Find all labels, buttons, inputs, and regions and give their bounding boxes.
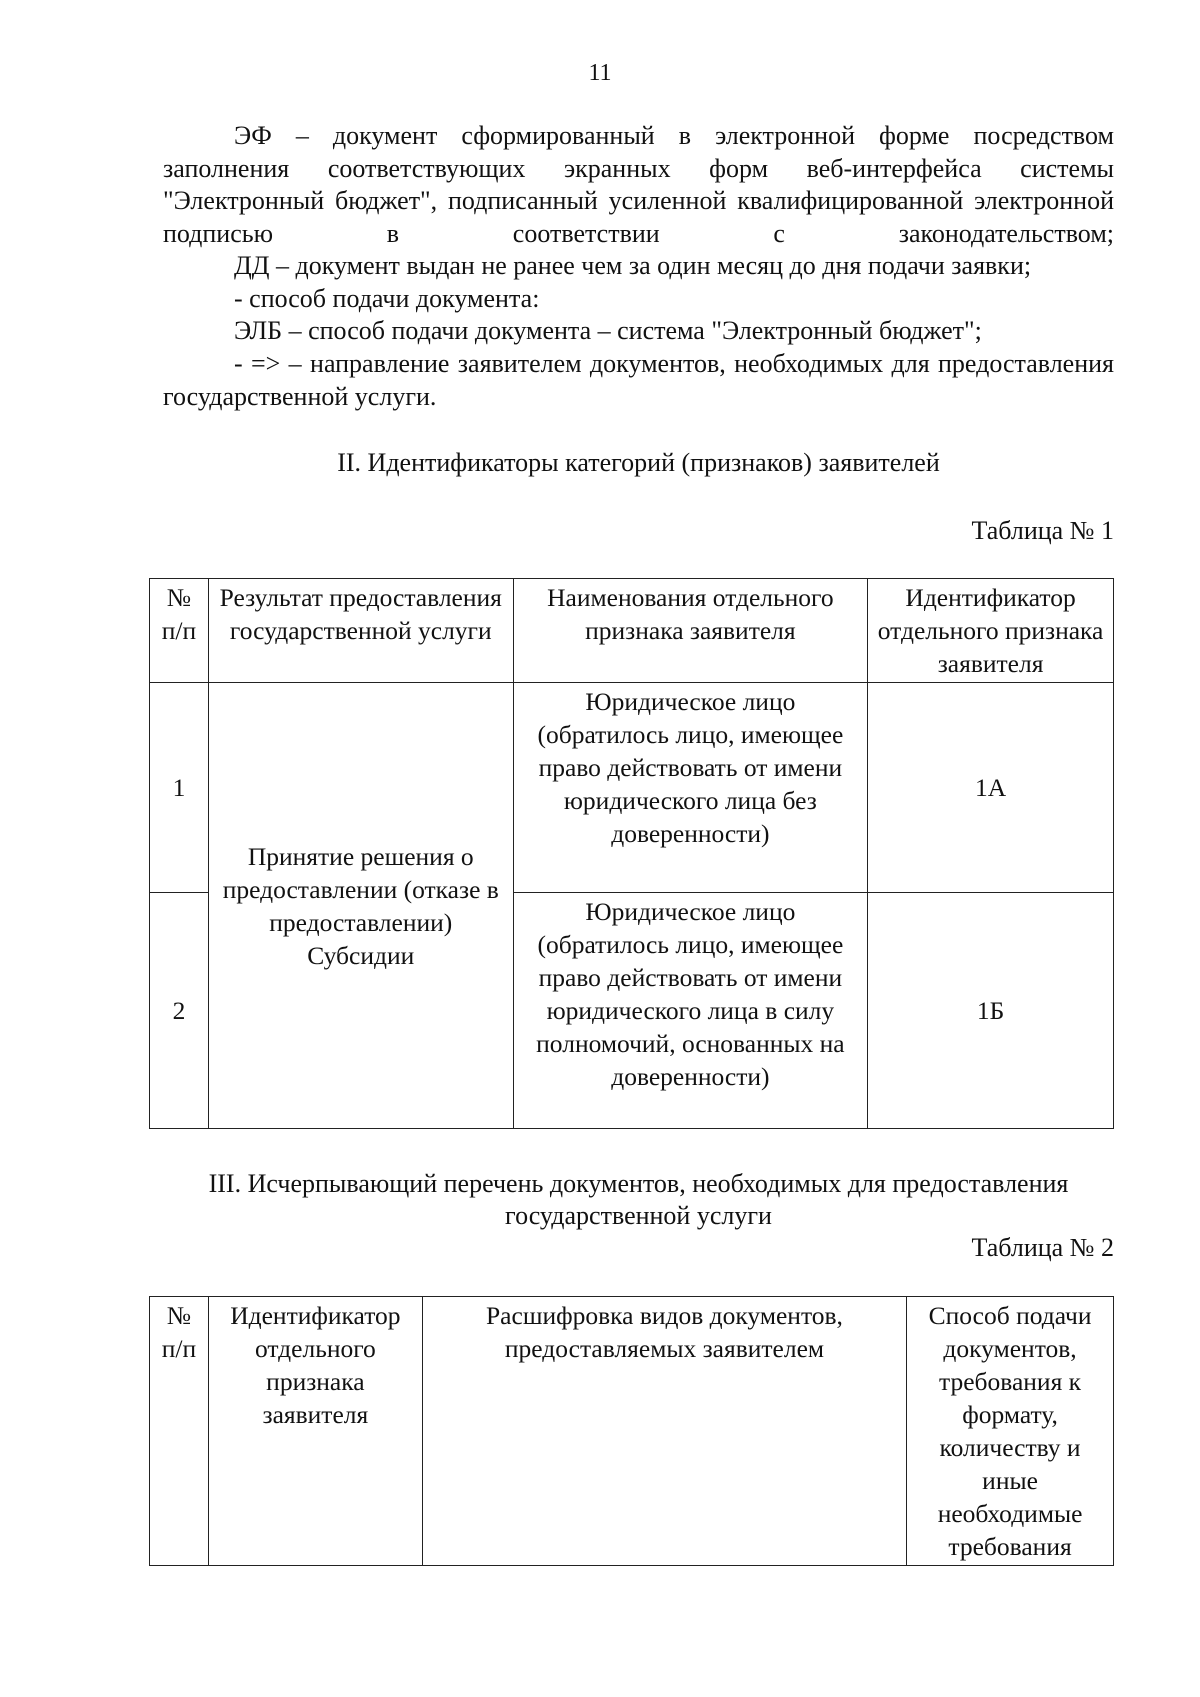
header-result: Результат предоставления государственной услуги [208, 579, 513, 683]
table-2-caption: Таблица № 2 [971, 1233, 1114, 1262]
header-identifier: Идентификатор отдельного признака заявителя [208, 1297, 422, 1566]
header-documents: Расшифровка видов документов, предоставляемых заявителем [422, 1297, 906, 1566]
identifier-cell: 1Б [868, 893, 1114, 1129]
feature-cell: Юридическое лицо (обратилось лицо, имеющее право действовать от имени юридического лица без доверенности) [513, 683, 868, 893]
header-identifier: Идентификатор отдельного признака заявителя [868, 579, 1114, 683]
table-header-row [150, 579, 1114, 683]
header-feature: Наименования отдельного признака заявителя [513, 579, 868, 683]
table-header-row [150, 1297, 1114, 1566]
identifier-cell: 1А [868, 683, 1114, 893]
documents-table [149, 1296, 1114, 1566]
section-3-title: III. Исчерпывающий перечень документов, необходимых для предоставления государственной услуги [208, 1169, 1069, 1230]
table-row [150, 683, 1114, 893]
result-cell: Принятие решения о предоставлении (отказе в предоставлении) Субсидии [208, 683, 513, 1129]
row-number: 1 [150, 683, 209, 893]
page-number: 11 [588, 60, 612, 86]
legend-submission-method: - способ подачи документа: [234, 284, 540, 313]
row-number: 2 [150, 893, 209, 1129]
section-2-title: II. Идентификаторы категорий (признаков) заявителей [337, 448, 940, 477]
feature-cell: Юридическое лицо (обратилось лицо, имеющее право действовать от имени юридического лица в силу полномочий, основанных на доверенности) [513, 893, 868, 1129]
legend-arrow: - => – направление заявителем документов, необходимых для предоставления государственной услуги. [163, 349, 1114, 411]
legend-ef: ЭФ – документ сформированный в электронной форме посредством заполнения соответствующих экранных форм веб-интерфейса системы "Электронный бюджет", подписанный усиленной квалифицированной электронной подписью в соответствии с законодательством; [163, 121, 1114, 248]
legend-elb: ЭЛБ – способ подачи документа – система "Электронный бюджет"; [234, 316, 982, 345]
applicant-categories-table [149, 578, 1114, 1129]
legend-dd: ДД – документ выдан не ранее чем за один месяц до дня подачи заявки; [234, 251, 1032, 280]
header-number: № п/п [150, 579, 209, 683]
header-number: № п/п [150, 1297, 209, 1566]
table-1-caption: Таблица № 1 [971, 516, 1114, 545]
header-submission-method: Способ подачи документов, требования к формату, количеству и иные необходимые требования [907, 1297, 1114, 1566]
